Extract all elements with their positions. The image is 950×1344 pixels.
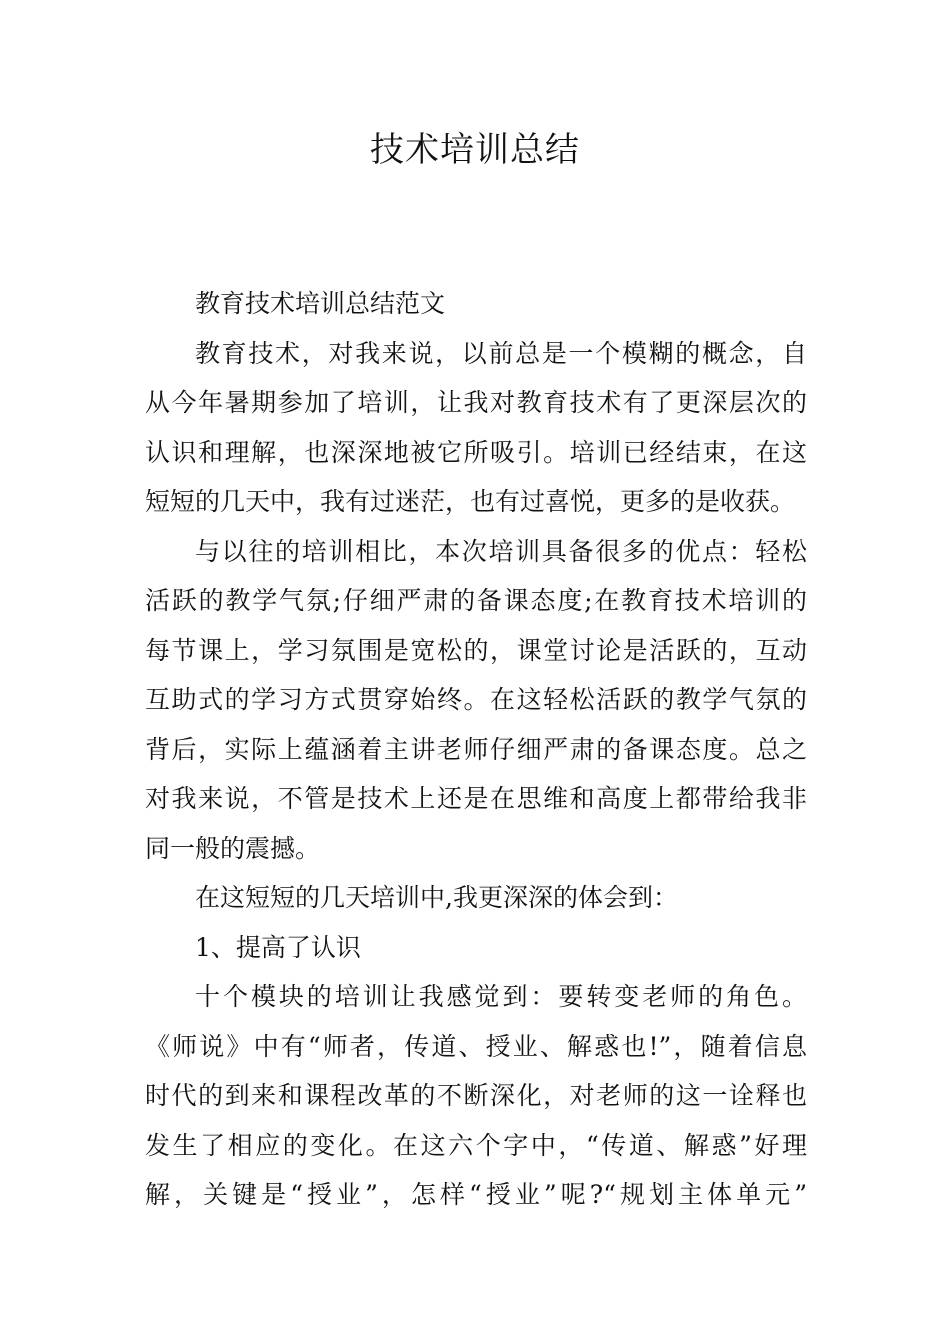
text-line: 《师说》中有“师者，传道、授业、解惑也!”，随着信息 <box>145 1031 807 1061</box>
text-line: 每节课上，学习氛围是宽松的，课堂讨论是活跃的，互动 <box>145 635 807 665</box>
text-line: 解，关键是“授业”，怎样“授业”呢?“规划主体单元” <box>145 1180 807 1209</box>
text-line: 从今年暑期参加了培训，让我对教育技术有了更深层次的 <box>145 388 807 417</box>
text-line: 认识和理解，也深深地被它所吸引。培训已经结束，在这 <box>145 437 807 467</box>
text-line: 发生了相应的变化。在这六个字中，“传道、解惑”好理 <box>145 1130 807 1160</box>
text-line: 与以往的培训相比，本次培训具备很多的优点：轻松 <box>195 536 807 566</box>
text-line: 对我来说，不管是技术上还是在思维和高度上都带给我非 <box>145 784 807 813</box>
page-title: 技术培训总结 <box>370 130 580 170</box>
text-line: 在这短短的几天培训中,我更深深的体会到： <box>195 883 678 912</box>
text-line: 短短的几天中，我有过迷茫，也有过喜悦，更多的是收获。 <box>145 487 796 516</box>
text-line: 时代的到来和课程改革的不断深化，对老师的这一诠释也 <box>145 1081 807 1110</box>
text-line: 同一般的震撼。 <box>145 833 321 863</box>
text-line: 1、提高了认识 <box>195 932 361 962</box>
text-line: 教育技术，对我来说，以前总是一个模糊的概念，自 <box>195 338 807 368</box>
text-line: 背后，实际上蕴涵着主讲老师仔细严肃的备课态度。总之 <box>145 734 807 764</box>
text-line: 活跃的教学气氛;仔细严肃的备课态度;在教育技术培训的 <box>145 586 807 615</box>
text-line: 十个模块的培训让我感觉到：要转变老师的角色。 <box>195 982 807 1011</box>
text-line: 互助式的学习方式贯穿始终。在这轻松活跃的教学气氛的 <box>145 685 807 714</box>
text-line: 教育技术培训总结范文 <box>195 289 446 318</box>
document-body <box>145 279 807 1220</box>
